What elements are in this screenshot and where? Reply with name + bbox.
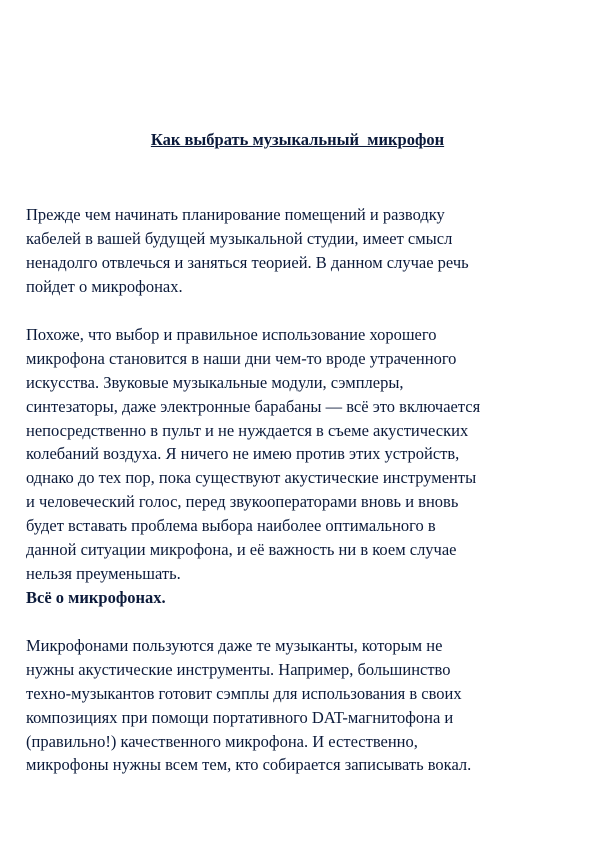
text-line: однако до тех пор, пока существуют акустические инструменты — [26, 468, 477, 488]
page-title: Как выбрать музыкальный микрофон — [150, 130, 445, 149]
text-line: и человеческий голос, перед звукооператорами вновь и вновь — [26, 492, 459, 512]
text-line: Прежде чем начинать планирование помещений и разводку — [26, 205, 445, 224]
text-line: композициях при помощи портативного DAT-магнитофона и — [26, 707, 454, 727]
text-line: будет вставать проблема выбора наиболее оптимального в — [26, 516, 436, 536]
text-line: техно-музыкантов готовит сэмплы для использования в своих — [26, 683, 462, 703]
text-line: (правильно!) качественного микрофона. И естественно, — [26, 731, 418, 751]
paragraph-lost-art — [26, 323, 578, 610]
text-line: кабелей в вашей будущей музыкальной студии, имеет смысл — [26, 228, 453, 248]
text-line: микрофоны нужны всем тем, кто собирается записывать вокал. — [26, 755, 472, 775]
text-line: Похоже, что выбор и правильное использование хорошего — [26, 325, 437, 344]
text-line: микрофона становится в наши дни чем-то вроде утраченного — [26, 348, 457, 368]
text-line: нужны акустические инструменты. Например, большинство — [26, 659, 451, 679]
text-line: ненадолго отвлечься и заняться теорией. В данном случае речь — [26, 252, 469, 272]
paragraph-intro — [26, 203, 578, 299]
text-line: Микрофонами пользуются даже те музыканты, которым не — [26, 636, 443, 655]
paragraph-musicians — [26, 634, 578, 777]
text-line: нельзя преуменьшать. — [26, 563, 181, 583]
section-heading: Всё о микрофонах. — [26, 587, 166, 607]
text-line: непосредственно в пульт и не нуждается в съеме акустических — [26, 420, 469, 440]
text-line: колебаний воздуха. Я ничего не имею против этих устройств, — [26, 444, 460, 464]
text-line: пойдет о микрофонах. — [26, 276, 183, 296]
text-line: синтезаторы, даже электронные барабаны — всё это включается — [26, 396, 481, 416]
text-line: искусства. Звуковые музыкальные модули, сэмплеры, — [26, 372, 404, 392]
text-line: данной ситуации микрофона, и её важность ни в коем случае — [26, 540, 457, 560]
